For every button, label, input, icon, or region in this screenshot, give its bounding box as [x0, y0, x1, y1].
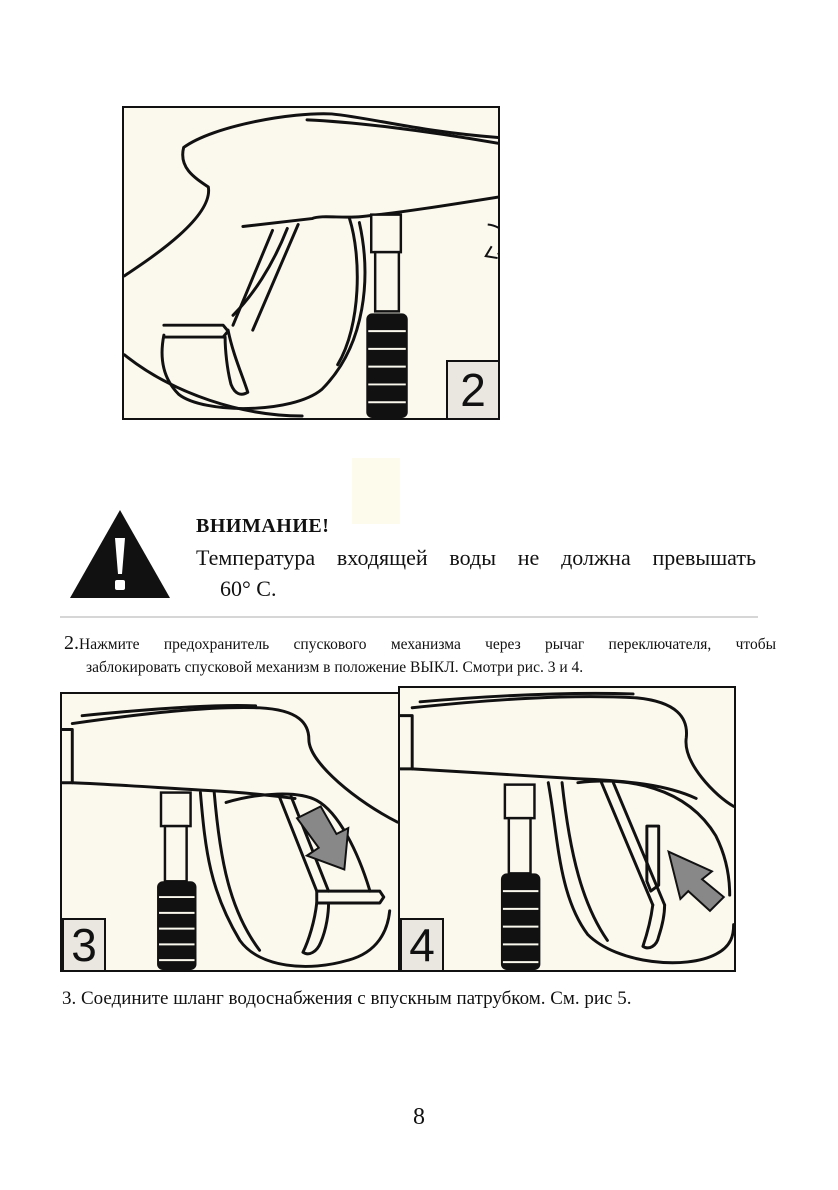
figure-number: 2: [446, 360, 500, 420]
warning-title: ВНИМАНИЕ!: [196, 515, 330, 537]
figure-number: 3: [62, 918, 106, 972]
figure-4: [398, 686, 736, 972]
spray-gun-drawing: [62, 694, 398, 970]
spray-gun-drawing: [400, 688, 734, 970]
warning-temperature: 60° С.: [220, 576, 277, 601]
warning-text: Температура входящей воды не должна превышать: [196, 545, 756, 570]
figure-3: [60, 692, 400, 972]
step-2-line-2: заблокировать спусковой механизм в положение ВЫКЛ. Смотри рис. 3 и 4.: [86, 659, 584, 676]
step-2-instruction: [64, 632, 776, 679]
step-3-instruction: 3. Соедините шланг водоснабжения с впускным патрубком. См. рис 5.: [62, 988, 632, 1009]
divider: [60, 616, 758, 618]
step-2-line-1: [64, 632, 776, 656]
up-arrow-icon: [669, 852, 724, 911]
step-2-text-1: Нажмите предохранитель спускового механизма через рычаг переключателя, чтобы: [79, 636, 776, 653]
figure-2: [122, 106, 500, 420]
page-number: 8: [413, 1104, 425, 1130]
step-2-number: 2.: [64, 632, 79, 654]
stamp-mark: [352, 458, 400, 524]
warning-triangle-icon: [68, 508, 172, 600]
spray-gun-drawing: [124, 108, 498, 418]
figure-number: 4: [400, 918, 444, 972]
